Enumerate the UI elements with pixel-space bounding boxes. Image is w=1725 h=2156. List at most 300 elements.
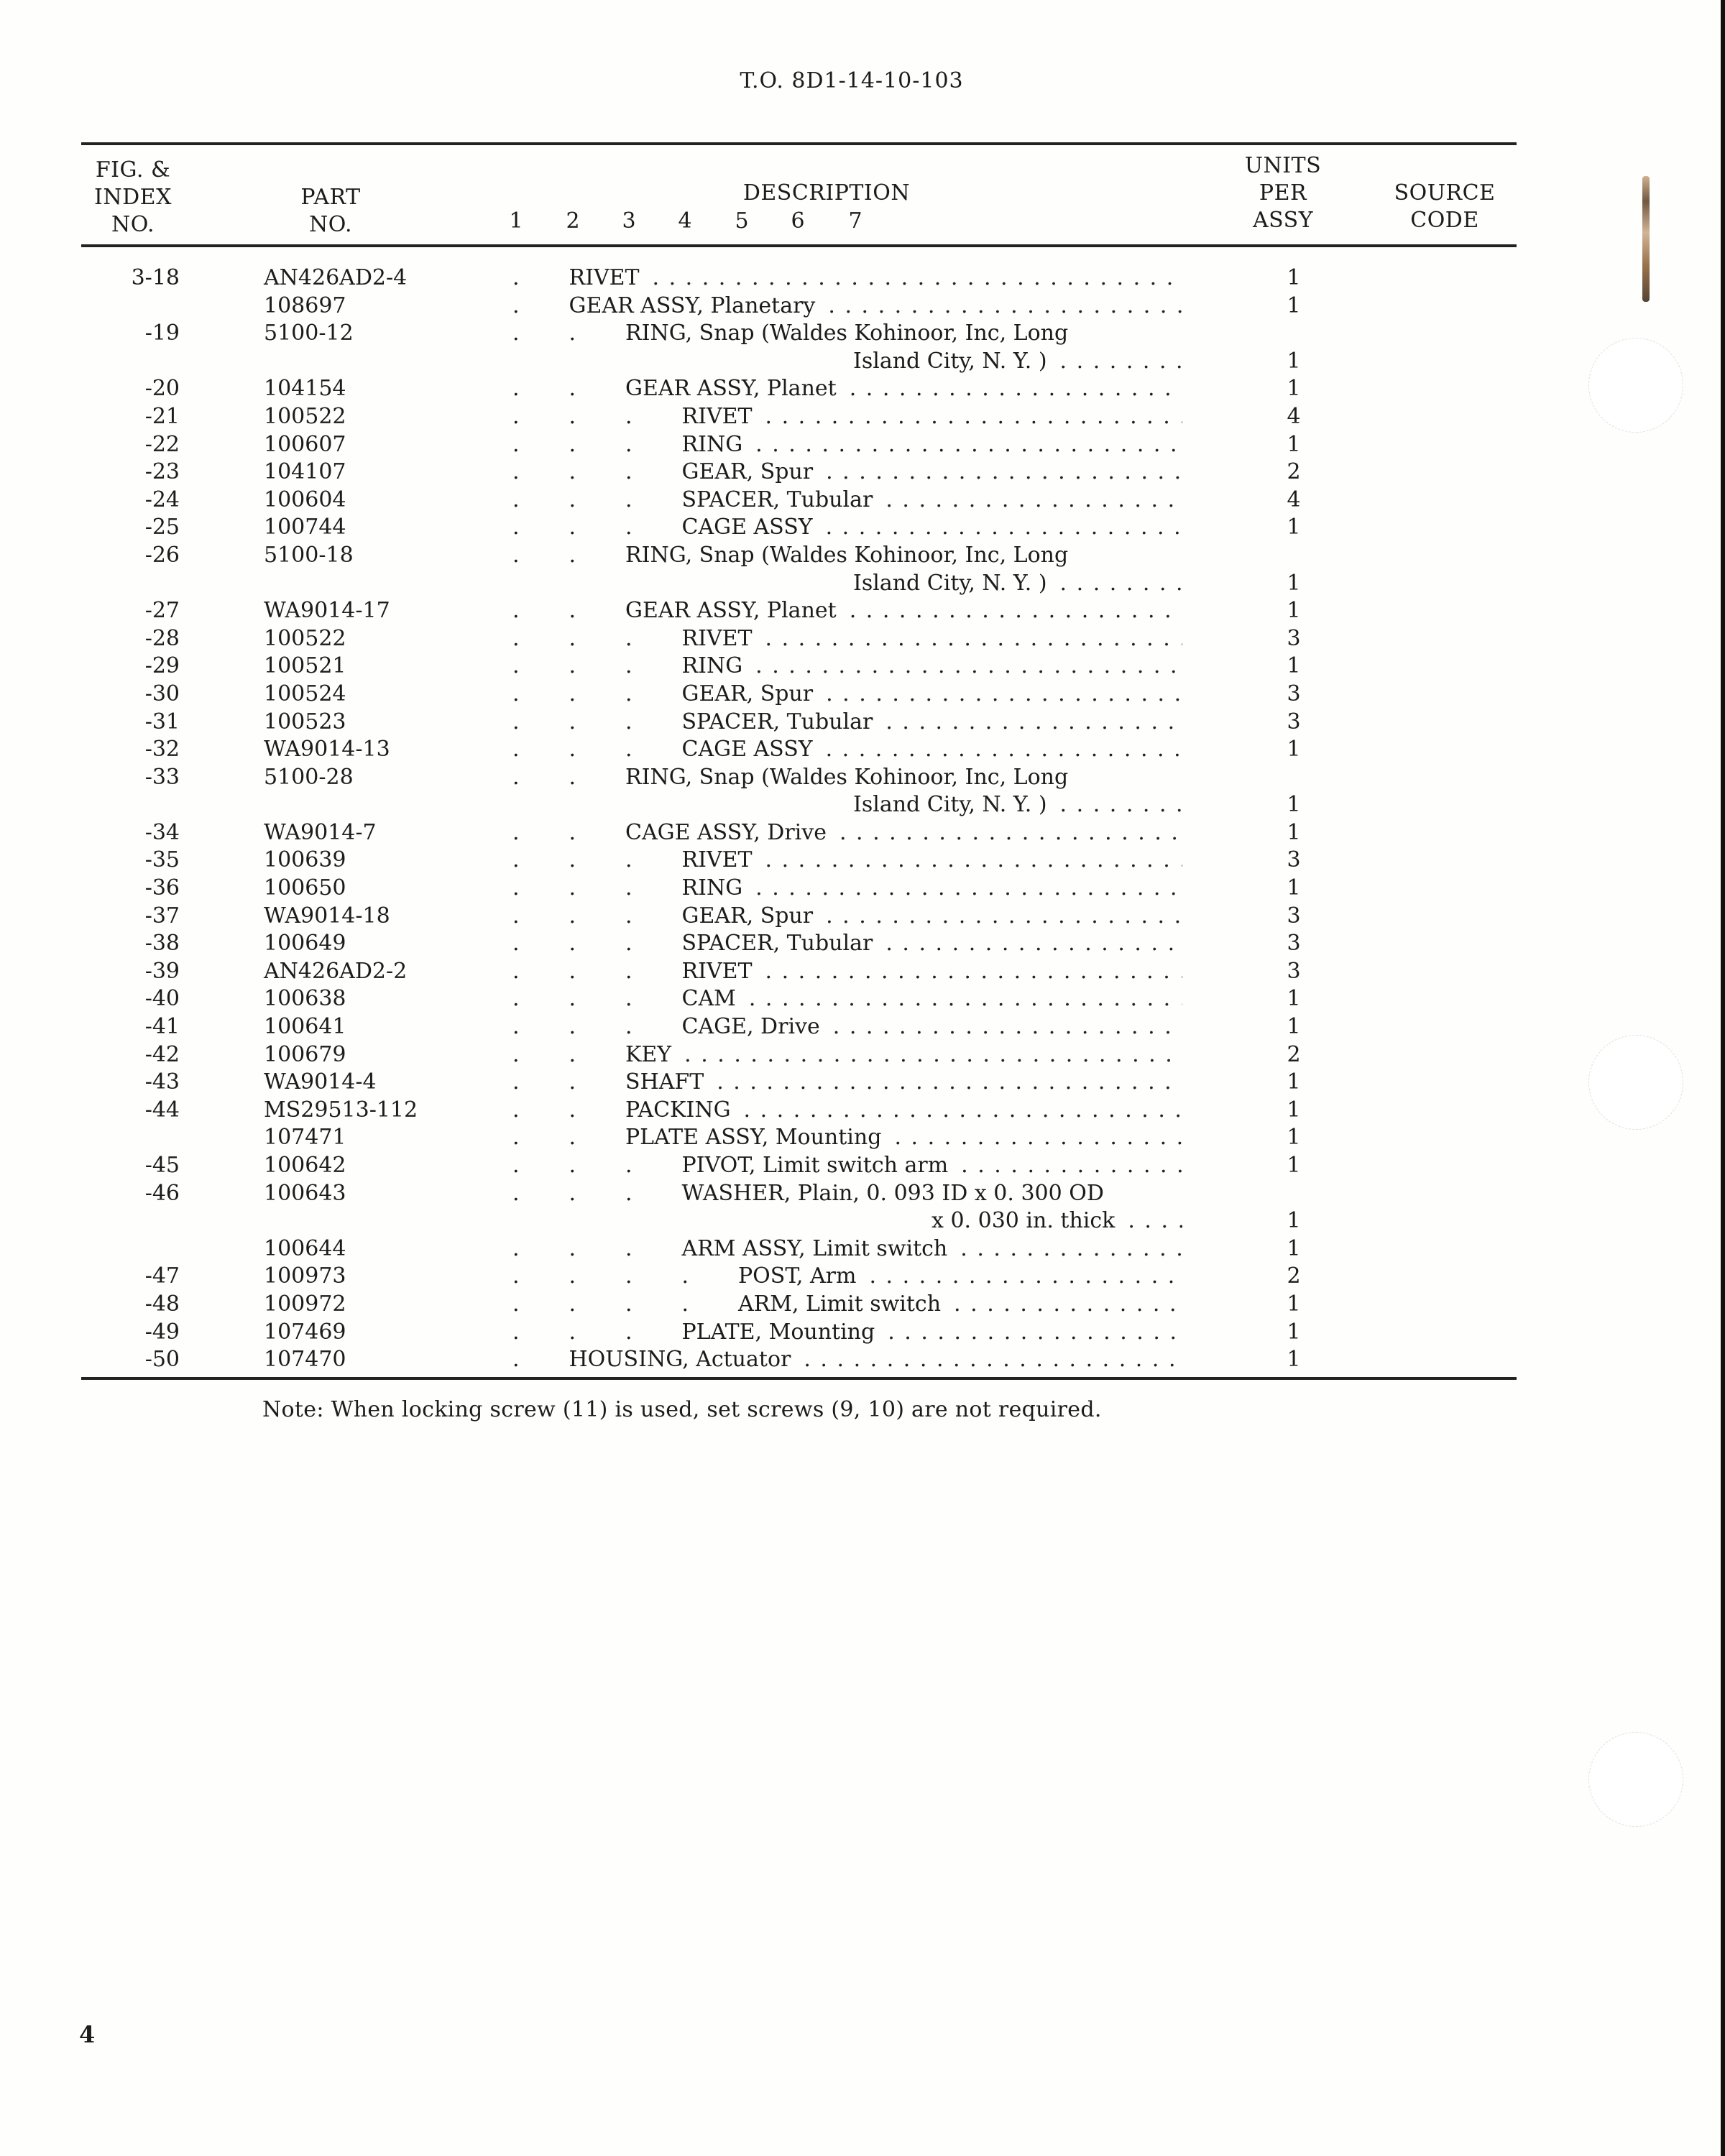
dot-leader <box>749 985 1182 1013</box>
description-text: CAGE ASSY <box>681 737 813 763</box>
description-text: RING, Snap (Waldes Kohinoor, Inc, Long <box>625 764 1069 790</box>
description-cell <box>512 819 1182 847</box>
description-text: KEY <box>625 1041 672 1067</box>
table-row <box>0 1263 1725 1291</box>
dot-leader <box>850 597 1182 625</box>
dot-leader <box>850 375 1182 403</box>
fig-index-cell: -41 <box>144 1014 180 1040</box>
indent-level-dots: . . <box>512 1097 576 1123</box>
table-row <box>0 625 1725 653</box>
indent-level-dots: . . . <box>512 681 632 706</box>
description-cell <box>512 1041 1182 1069</box>
indent-level-dots: . <box>512 265 520 290</box>
indent-level-dots: . . . . <box>512 1263 689 1289</box>
table-row <box>0 1013 1725 1041</box>
level-number: 1 <box>509 208 523 234</box>
table-row <box>0 653 1725 681</box>
dot-leader <box>961 1152 1182 1180</box>
fig-index-cell: -36 <box>144 875 180 901</box>
units-per-assy-cell: 1 <box>1287 1014 1301 1040</box>
description-cell <box>512 431 1182 459</box>
description-text: POST, Arm <box>738 1263 857 1289</box>
indent-level-dots: . . . <box>512 931 632 957</box>
dot-leader <box>828 292 1182 321</box>
dot-leader <box>684 1041 1182 1069</box>
fig-index-cell: -32 <box>144 737 180 763</box>
units-per-assy-cell: 1 <box>1287 1097 1301 1123</box>
table-row <box>0 431 1725 459</box>
indent-level-dots: . . . <box>512 653 632 679</box>
units-per-assy-cell: 1 <box>1287 1208 1301 1234</box>
table-row <box>0 597 1725 625</box>
part-number-cell: 100522 <box>264 625 346 651</box>
dot-leader <box>826 514 1182 542</box>
header-line: INDEX <box>94 185 172 210</box>
units-per-assy-cell: 1 <box>1287 1235 1301 1261</box>
description-text: PLATE, Mounting <box>681 1319 875 1345</box>
indent-level-dots: . . <box>512 1041 576 1067</box>
indent-level-dots: . <box>512 1347 520 1373</box>
table-row <box>0 1124 1725 1152</box>
dot-leader <box>1060 791 1182 819</box>
description-text: SPACER, Tubular <box>681 709 873 734</box>
dot-leader <box>765 403 1182 431</box>
part-number-cell: 5100-18 <box>264 542 354 568</box>
table-row <box>0 570 1725 598</box>
table-row <box>0 736 1725 764</box>
level-number: 7 <box>848 208 862 234</box>
parts-list-table <box>0 264 1725 1374</box>
dot-leader <box>653 264 1182 292</box>
table-row <box>0 348 1725 376</box>
dot-leader <box>826 736 1182 764</box>
dot-leader <box>886 487 1182 515</box>
units-per-assy-cell: 1 <box>1287 376 1301 402</box>
fig-index-cell: -35 <box>144 847 180 873</box>
dot-leader <box>765 625 1182 653</box>
dot-leader <box>894 1124 1182 1152</box>
description-text: SHAFT <box>625 1069 704 1095</box>
units-per-assy-cell: 4 <box>1287 487 1301 512</box>
header-line: UNITS <box>1244 153 1322 178</box>
column-header-fig-index <box>83 157 183 239</box>
description-text: CAGE ASSY, Drive <box>625 819 827 845</box>
part-number-cell: WA9014-4 <box>264 1069 377 1095</box>
dot-leader <box>888 1319 1182 1347</box>
description-cell <box>512 653 1182 681</box>
indent-level-dots: . . . <box>512 875 632 901</box>
table-row <box>0 985 1725 1013</box>
table-row <box>0 1180 1725 1208</box>
units-per-assy-cell: 1 <box>1287 265 1301 290</box>
description-text: WASHER, Plain, 0. 093 ID x 0. 300 OD <box>681 1180 1104 1206</box>
units-per-assy-cell: 1 <box>1287 653 1301 679</box>
description-text: GEAR, Spur <box>681 681 814 706</box>
part-number-cell: WA9014-7 <box>264 819 377 845</box>
dot-leader <box>869 1263 1182 1291</box>
table-row <box>0 819 1725 847</box>
description-cell <box>512 348 1182 376</box>
description-cell <box>512 709 1182 737</box>
table-row <box>0 847 1725 875</box>
description-text: RIVET <box>681 625 753 651</box>
units-per-assy-cell: 3 <box>1287 958 1301 984</box>
description-cell <box>512 1346 1182 1374</box>
dot-leader <box>1060 348 1182 376</box>
dot-leader <box>755 653 1182 681</box>
units-per-assy-cell: 3 <box>1287 625 1301 651</box>
description-cell <box>512 487 1182 515</box>
doc-number: T.O. 8D1-14-10-103 <box>740 68 964 93</box>
level-number: 5 <box>735 208 749 234</box>
table-row <box>0 764 1725 792</box>
punch-hole <box>1588 1732 1683 1827</box>
indent-level-dots: . . . <box>512 625 632 651</box>
level-number: 3 <box>622 208 636 234</box>
dot-leader <box>833 1013 1182 1041</box>
description-text: SPACER, Tubular <box>681 487 873 512</box>
table-row <box>0 1235 1725 1263</box>
binding-stain <box>1642 176 1650 302</box>
description-text: ARM ASSY, Limit switch <box>681 1235 948 1261</box>
table-row <box>0 958 1725 986</box>
units-per-assy-cell: 1 <box>1287 1125 1301 1151</box>
description-cell <box>512 1097 1182 1125</box>
description-continuation: Island City, N. Y. ) <box>853 570 1047 596</box>
description-cell <box>512 514 1182 542</box>
part-number-cell: 100972 <box>264 1291 346 1317</box>
indent-level-dots: . . . <box>512 986 632 1012</box>
table-row <box>0 1097 1725 1125</box>
level-number: 4 <box>678 208 692 234</box>
column-header-part-no <box>273 184 388 239</box>
dot-leader <box>755 875 1182 903</box>
punch-hole <box>1588 338 1683 433</box>
units-per-assy-cell: 2 <box>1287 1041 1301 1067</box>
description-text: GEAR, Spur <box>681 903 814 929</box>
header-line: NO. <box>308 212 353 237</box>
description-text: SPACER, Tubular <box>681 931 873 957</box>
part-number-cell: 100639 <box>264 847 346 873</box>
fig-index-cell: -29 <box>144 653 180 679</box>
column-header-description <box>712 180 942 207</box>
header-line: SOURCE <box>1394 180 1496 206</box>
description-cell <box>512 320 1182 348</box>
level-number: 2 <box>566 208 580 234</box>
indent-level-dots: . . . <box>512 487 632 512</box>
description-cell <box>512 736 1182 764</box>
description-cell <box>512 1152 1182 1180</box>
part-number-cell: 100744 <box>264 515 346 540</box>
description-cell <box>512 1291 1182 1319</box>
part-number-cell: WA9014-13 <box>264 737 390 763</box>
description-cell <box>512 985 1182 1013</box>
fig-index-cell: -38 <box>144 931 180 957</box>
description-cell <box>512 264 1182 292</box>
table-bottom-rule <box>81 1377 1517 1380</box>
part-number-cell: 100642 <box>264 1153 346 1178</box>
part-number-cell: 100641 <box>264 1014 346 1040</box>
description-text: PACKING <box>625 1097 731 1123</box>
fig-index-cell: -33 <box>144 764 180 790</box>
indent-level-dots: . . . <box>512 1014 632 1040</box>
indent-level-dots: . <box>512 292 520 318</box>
description-text: PLATE ASSY, Mounting <box>625 1125 882 1151</box>
fig-index-cell: -23 <box>144 459 180 485</box>
units-per-assy-cell: 1 <box>1287 348 1301 374</box>
indent-level-dots: . . <box>512 542 576 568</box>
indent-level-dots: . . . <box>512 903 632 929</box>
page-number: 4 <box>79 2021 96 2048</box>
column-header-units-per-assy <box>1229 152 1337 234</box>
description-text: RING <box>681 875 743 901</box>
description-text: RIVET <box>569 265 640 290</box>
part-number-cell: 5100-28 <box>264 764 354 790</box>
description-cell <box>512 1207 1182 1235</box>
indent-level-dots: . . <box>512 598 576 624</box>
page-edge <box>1721 0 1725 2156</box>
description-text: CAM <box>681 986 736 1012</box>
table-row <box>0 459 1725 487</box>
part-number-cell: WA9014-18 <box>264 903 390 929</box>
description-text: CAGE ASSY <box>681 515 813 540</box>
part-number-cell: 100523 <box>264 709 346 734</box>
fig-index-cell: -37 <box>144 903 180 929</box>
units-per-assy-cell: 1 <box>1287 598 1301 624</box>
indent-level-dots: . . <box>512 819 576 845</box>
table-row <box>0 375 1725 403</box>
table-row <box>0 875 1725 903</box>
dot-leader <box>840 819 1182 847</box>
units-per-assy-cell: 4 <box>1287 403 1301 429</box>
units-per-assy-cell: 3 <box>1287 847 1301 873</box>
part-number-cell: 100524 <box>264 681 346 706</box>
description-cell <box>512 570 1182 598</box>
part-number-cell: MS29513-112 <box>264 1097 418 1123</box>
part-number-cell: 100649 <box>264 931 346 957</box>
fig-index-cell: -22 <box>144 431 180 457</box>
description-cell <box>512 292 1182 321</box>
units-per-assy-cell: 1 <box>1287 292 1301 318</box>
indent-level-dots: . . . <box>512 958 632 984</box>
description-text: HOUSING, Actuator <box>569 1347 791 1373</box>
fig-index-cell: -45 <box>144 1153 180 1178</box>
table-row <box>0 292 1725 321</box>
dot-leader <box>886 709 1182 737</box>
description-cell <box>512 681 1182 709</box>
part-number-cell: 100644 <box>264 1235 346 1261</box>
indent-level-dots: . . . <box>512 431 632 457</box>
header-line: PART <box>300 185 361 210</box>
dot-leader <box>826 681 1182 709</box>
description-text: PIVOT, Limit switch arm <box>681 1153 949 1178</box>
description-cell <box>512 764 1182 792</box>
description-cell <box>512 930 1182 958</box>
units-per-assy-cell: 3 <box>1287 681 1301 706</box>
indent-level-dots: . . . <box>512 515 632 540</box>
dot-leader <box>765 958 1182 986</box>
description-cell <box>512 1319 1182 1347</box>
units-per-assy-cell: 3 <box>1287 709 1301 734</box>
indent-level-dots: . . <box>512 1069 576 1095</box>
table-row <box>0 1207 1725 1235</box>
table-row <box>0 487 1725 515</box>
fig-index-cell: 3-18 <box>131 265 180 290</box>
fig-index-cell: -26 <box>144 542 180 568</box>
part-number-cell: 107470 <box>264 1347 346 1373</box>
description-cell <box>512 403 1182 431</box>
description-text: GEAR, Spur <box>681 459 814 485</box>
dot-leader <box>1060 570 1182 598</box>
part-number-cell: 107469 <box>264 1319 346 1345</box>
table-top-rule <box>81 142 1517 145</box>
units-per-assy-cell: 1 <box>1287 1347 1301 1373</box>
fig-index-cell: -48 <box>144 1291 180 1317</box>
table-row <box>0 1346 1725 1374</box>
description-cell <box>512 791 1182 819</box>
part-number-cell: 5100-12 <box>264 321 354 346</box>
fig-index-cell: -44 <box>144 1097 180 1123</box>
dot-leader <box>744 1097 1182 1125</box>
table-note: Note: When locking screw (11) is used, set screws (9, 10) are not required. <box>262 1397 1102 1422</box>
part-number-cell: 100607 <box>264 431 346 457</box>
part-number-cell: 107471 <box>264 1125 346 1151</box>
description-text: RING, Snap (Waldes Kohinoor, Inc, Long <box>625 542 1069 568</box>
fig-index-cell: -46 <box>144 1180 180 1206</box>
table-row <box>0 681 1725 709</box>
dot-leader <box>960 1235 1182 1263</box>
description-text: GEAR ASSY, Planetary <box>569 292 816 318</box>
description-cell <box>512 1124 1182 1152</box>
dot-leader <box>886 930 1182 958</box>
header-line: FIG. & <box>95 157 171 183</box>
part-number-cell: 100604 <box>264 487 346 512</box>
description-cell <box>512 1180 1182 1208</box>
fig-index-cell: -30 <box>144 681 180 706</box>
part-number-cell: 100521 <box>264 653 346 679</box>
level-number: 6 <box>791 208 805 234</box>
dot-leader <box>826 903 1182 931</box>
fig-index-cell: -49 <box>144 1319 180 1345</box>
description-cell <box>512 903 1182 931</box>
part-number-cell: AN426AD2-4 <box>264 265 408 290</box>
header-line: NO. <box>111 212 155 237</box>
description-continuation: Island City, N. Y. ) <box>853 348 1047 374</box>
table-row <box>0 542 1725 570</box>
description-continuation: Island City, N. Y. ) <box>853 792 1047 818</box>
indent-level-dots: . . <box>512 764 576 790</box>
part-number-cell: 104154 <box>264 376 346 402</box>
part-number-cell: WA9014-17 <box>264 598 390 624</box>
dot-leader <box>826 459 1182 487</box>
table-row <box>0 1291 1725 1319</box>
units-per-assy-cell: 1 <box>1287 1069 1301 1095</box>
table-row <box>0 930 1725 958</box>
punch-hole <box>1588 1035 1683 1130</box>
description-cell <box>512 1235 1182 1263</box>
header-line: ASSY <box>1252 208 1314 233</box>
dot-leader <box>755 431 1182 459</box>
part-number-cell: 100522 <box>264 403 346 429</box>
indent-level-dots: . . . <box>512 1235 632 1261</box>
description-text: GEAR ASSY, Planet <box>625 598 837 624</box>
part-number-cell: 100650 <box>264 875 346 901</box>
header-line: CODE <box>1410 208 1479 233</box>
fig-index-cell: -42 <box>144 1041 180 1067</box>
description-cell <box>512 958 1182 986</box>
table-row <box>0 1041 1725 1069</box>
description-text: RING <box>681 431 743 457</box>
units-per-assy-cell: 1 <box>1287 737 1301 763</box>
table-row <box>0 1152 1725 1180</box>
description-continuation: x 0. 030 in. thick <box>932 1208 1116 1234</box>
fig-index-cell: -43 <box>144 1069 180 1095</box>
indent-level-dots: . . . <box>512 1319 632 1345</box>
table-row <box>0 514 1725 542</box>
document-number-header <box>0 68 1725 93</box>
indent-level-dots: . . <box>512 376 576 402</box>
fig-index-cell: -50 <box>144 1347 180 1373</box>
header-line: DESCRIPTION <box>742 180 911 206</box>
fig-index-cell: -27 <box>144 598 180 624</box>
description-cell <box>512 875 1182 903</box>
description-cell <box>512 847 1182 875</box>
units-per-assy-cell: 1 <box>1287 819 1301 845</box>
description-cell <box>512 625 1182 653</box>
units-per-assy-cell: 1 <box>1287 792 1301 818</box>
description-cell <box>512 459 1182 487</box>
fig-index-cell: -40 <box>144 986 180 1012</box>
indent-level-dots: . . . <box>512 1153 632 1178</box>
description-cell <box>512 1069 1182 1097</box>
indent-level-dots: . . . <box>512 737 632 763</box>
description-text: RING, Snap (Waldes Kohinoor, Inc, Long <box>625 321 1069 346</box>
description-text: CAGE, Drive <box>681 1014 820 1040</box>
indent-level-dots: . . . <box>512 459 632 485</box>
dot-leader <box>954 1291 1182 1319</box>
description-text: RIVET <box>681 958 753 984</box>
header-line: PER <box>1259 180 1307 206</box>
description-cell <box>512 1263 1182 1291</box>
indent-level-dots: . . <box>512 1125 576 1151</box>
table-row <box>0 264 1725 292</box>
indent-level-dots: . . <box>512 321 576 346</box>
units-per-assy-cell: 1 <box>1287 1291 1301 1317</box>
fig-index-cell: -24 <box>144 487 180 512</box>
units-per-assy-cell: 1 <box>1287 875 1301 901</box>
dot-leader <box>804 1346 1182 1374</box>
units-per-assy-cell: 1 <box>1287 515 1301 540</box>
fig-index-cell: -34 <box>144 819 180 845</box>
units-per-assy-cell: 3 <box>1287 903 1301 929</box>
dot-leader <box>1128 1207 1182 1235</box>
dot-leader <box>765 847 1182 875</box>
units-per-assy-cell: 1 <box>1287 570 1301 596</box>
part-number-cell: 108697 <box>264 292 346 318</box>
fig-index-cell: -39 <box>144 958 180 984</box>
units-per-assy-cell: 1 <box>1287 986 1301 1012</box>
table-row <box>0 903 1725 931</box>
table-row <box>0 1319 1725 1347</box>
description-text: RIVET <box>681 847 753 873</box>
part-number-cell: 100638 <box>264 986 346 1012</box>
fig-index-cell: -20 <box>144 376 180 402</box>
fig-index-cell: -28 <box>144 625 180 651</box>
units-per-assy-cell: 2 <box>1287 1263 1301 1289</box>
indent-level-dots: . . . . <box>512 1291 689 1317</box>
description-cell <box>512 542 1182 570</box>
units-per-assy-cell: 1 <box>1287 431 1301 457</box>
